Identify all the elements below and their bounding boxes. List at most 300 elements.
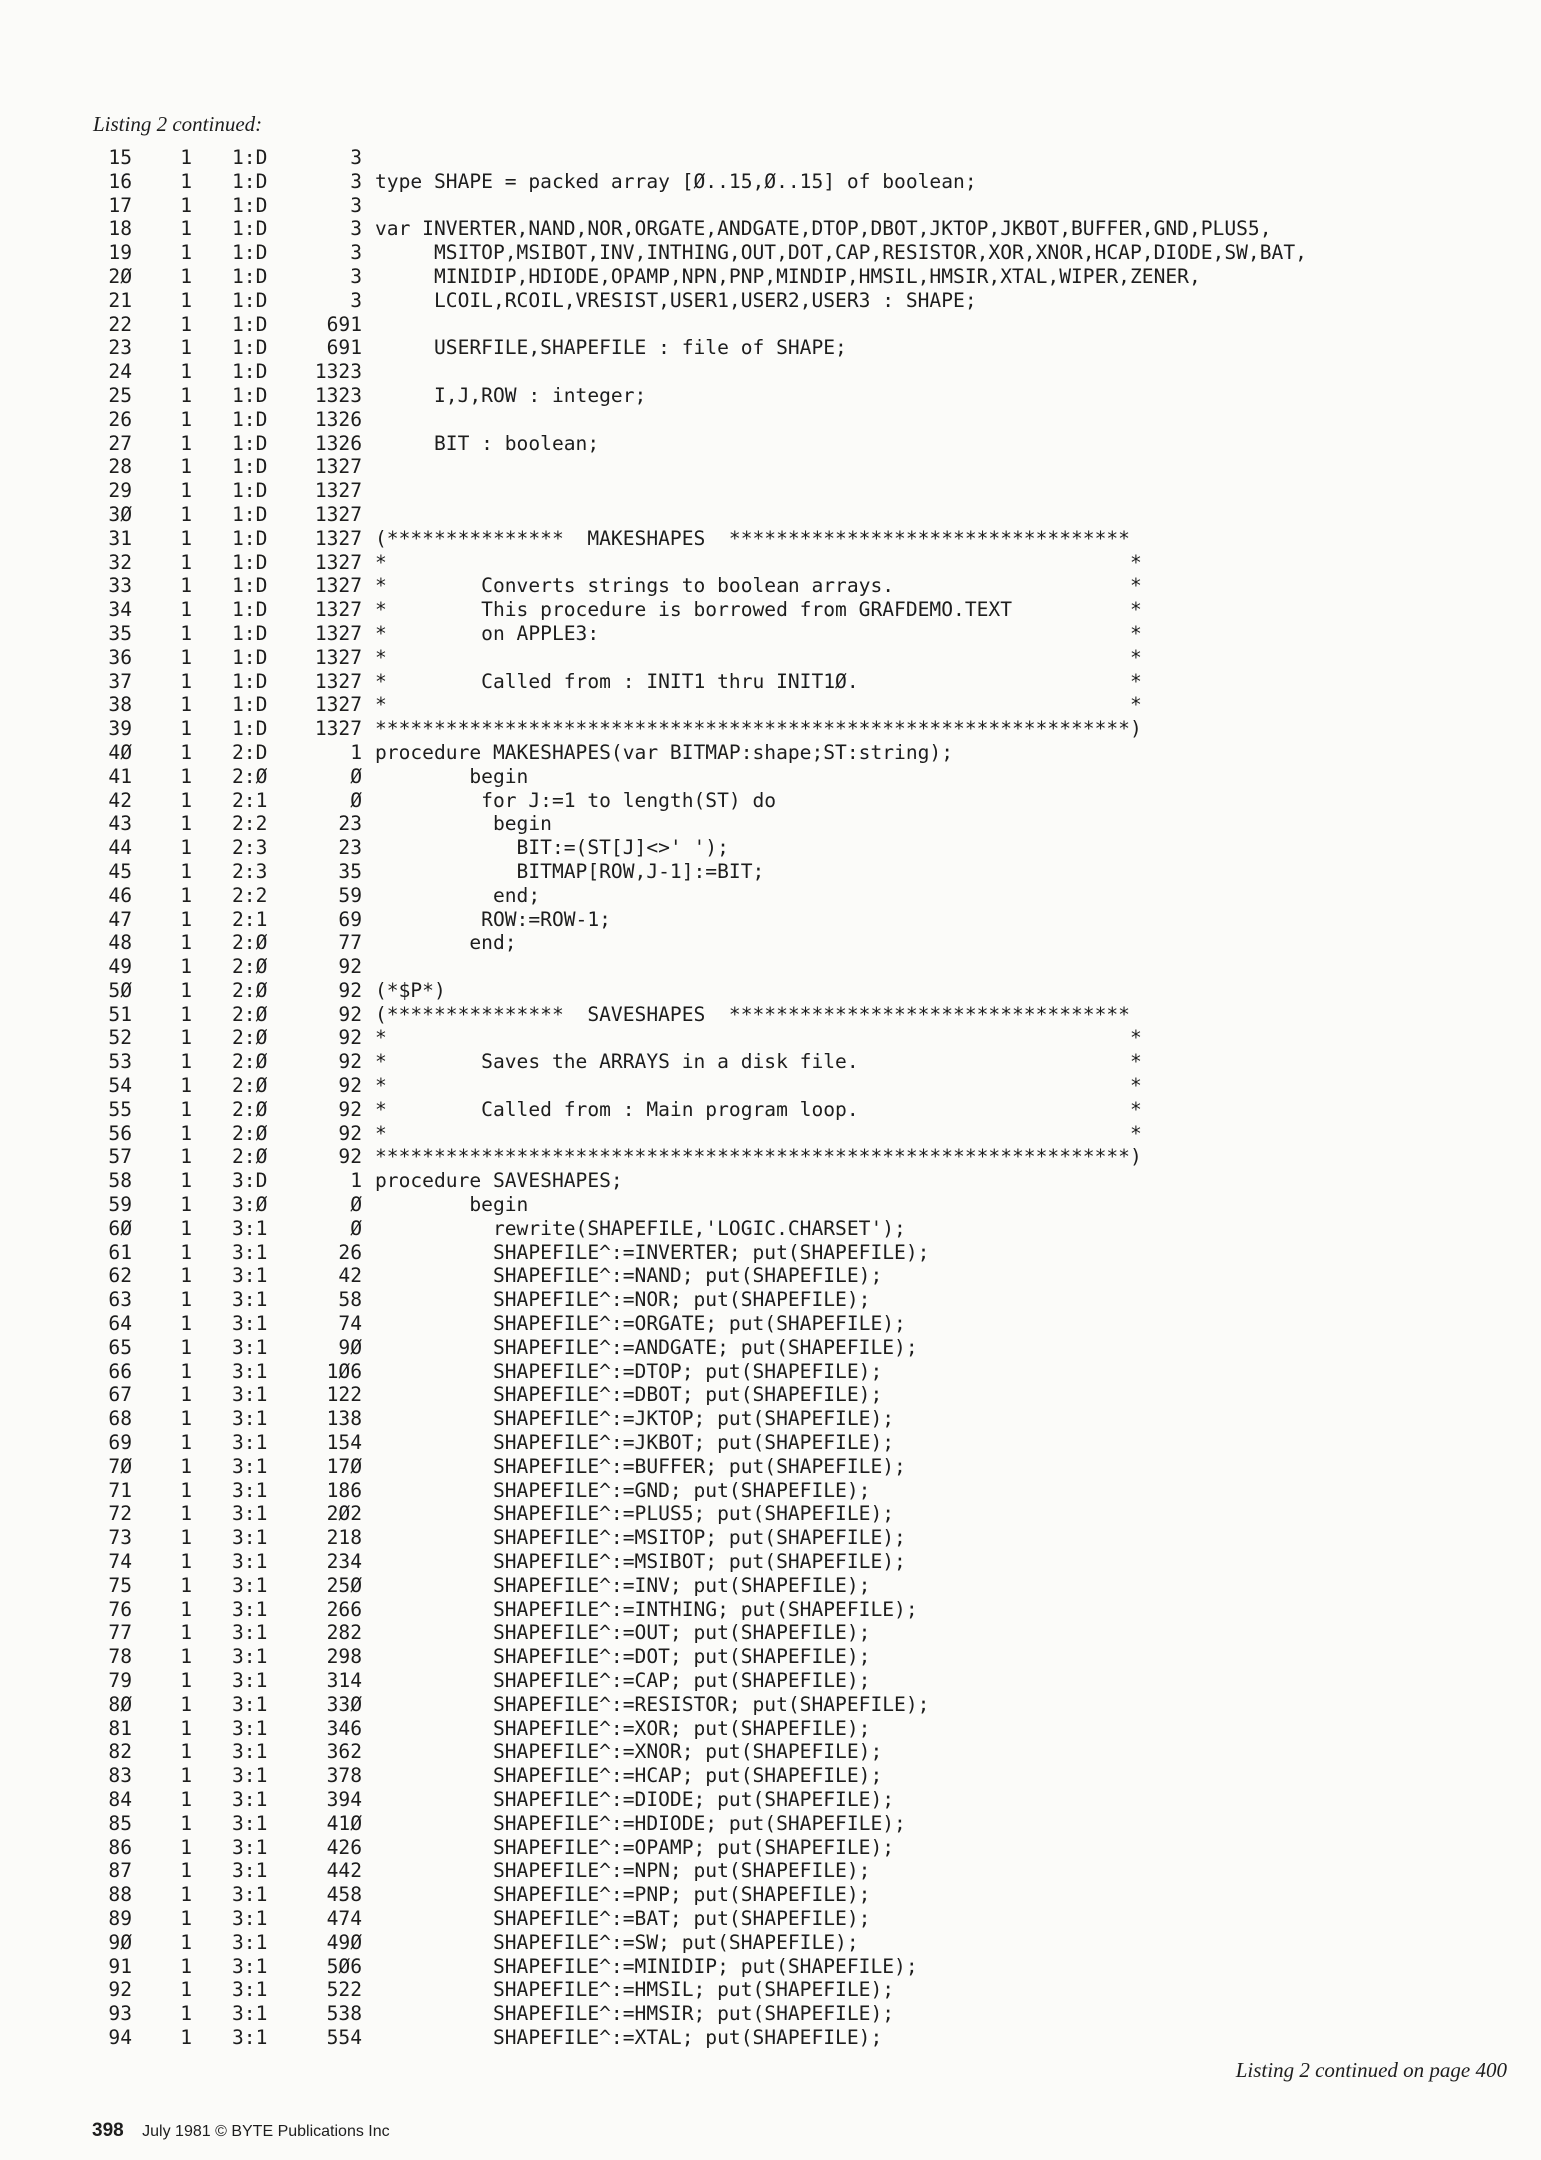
source-code: SHAPEFILE^:=BUFFER; put(SHAPEFILE);: [375, 1454, 906, 1478]
code-offset: 554: [326, 2025, 362, 2049]
listing-line: [92, 1621, 1512, 1645]
code-offset: 1327: [314, 526, 362, 550]
nesting-level: 1: [180, 1264, 192, 1288]
listing-line: [92, 1312, 1512, 1336]
code-offset: 1323: [314, 383, 362, 407]
nesting-level: 1: [180, 502, 192, 526]
nesting-level: 1: [180, 1764, 192, 1788]
code-offset: 3: [350, 241, 362, 265]
code-offset: Ø: [350, 1216, 362, 1240]
segment-proc: 1:D: [232, 217, 268, 241]
source-code: SHAPEFILE^:=SW; put(SHAPEFILE);: [375, 1930, 859, 1954]
line-number: 19: [108, 241, 132, 265]
nesting-level: 1: [180, 1478, 192, 1502]
code-offset: 1327: [314, 645, 362, 669]
listing-line: [92, 455, 1512, 479]
source-code: SHAPEFILE^:=DTOP; put(SHAPEFILE);: [375, 1359, 883, 1383]
line-number: 24: [108, 360, 132, 384]
listing-line: [92, 265, 1512, 289]
listing-line: [92, 194, 1512, 218]
listing-line: [92, 1931, 1512, 1955]
segment-proc: 3:1: [232, 1502, 268, 1526]
line-number: 78: [108, 1645, 132, 1669]
line-number: 88: [108, 1883, 132, 1907]
nesting-level: 1: [180, 859, 192, 883]
line-number: 39: [108, 717, 132, 741]
source-code: (*************** MAKESHAPES **********************************: [375, 526, 1130, 550]
segment-proc: 3:1: [232, 1669, 268, 1692]
listing-line: [92, 170, 1512, 194]
source-code: SHAPEFILE^:=JKBOT; put(SHAPEFILE);: [375, 1431, 895, 1455]
line-number: 34: [108, 598, 132, 622]
listing-line: [92, 1407, 1512, 1431]
nesting-level: 1: [180, 312, 192, 336]
code-offset: 59: [338, 883, 362, 907]
code-offset: 92: [338, 978, 362, 1002]
listing-line: [92, 1479, 1512, 1503]
line-number: 31: [108, 526, 132, 550]
nesting-level: 1: [180, 1454, 192, 1478]
source-code: ****************************************************************): [375, 1145, 1142, 1169]
source-code: SHAPEFILE^:=OPAMP; put(SHAPEFILE);: [375, 1835, 895, 1859]
segment-proc: 2:Ø: [232, 1121, 268, 1145]
line-number: 47: [108, 907, 132, 931]
listing-line: [92, 1502, 1512, 1526]
listing-line: [92, 836, 1512, 860]
code-offset: 5Ø6: [326, 1954, 362, 1978]
listing-line: [92, 1550, 1512, 1574]
code-offset: Ø: [350, 788, 362, 812]
line-number: 66: [108, 1359, 132, 1383]
listing-line: [92, 503, 1512, 527]
line-number: 75: [108, 1573, 132, 1597]
source-code: SHAPEFILE^:=INTHING; put(SHAPEFILE);: [375, 1597, 918, 1621]
code-offset: 186: [326, 1478, 362, 1502]
listing-line: [92, 289, 1512, 313]
segment-proc: 3:1: [232, 1335, 268, 1359]
nesting-level: 1: [180, 1407, 192, 1431]
code-offset: 3: [350, 288, 362, 312]
source-code: SHAPEFILE^:=MSIBOT; put(SHAPEFILE);: [375, 1550, 906, 1574]
nesting-level: 1: [180, 788, 192, 812]
listing-line: [92, 1264, 1512, 1288]
source-code: SHAPEFILE^:=INV; put(SHAPEFILE);: [375, 1573, 871, 1597]
code-offset: 691: [326, 336, 362, 360]
segment-proc: 3:1: [232, 1764, 268, 1788]
segment-proc: 1:D: [232, 288, 268, 312]
line-number: 86: [108, 1835, 132, 1859]
line-number: 15: [108, 146, 132, 169]
code-offset: 138: [326, 1407, 362, 1431]
nesting-level: 1: [180, 1930, 192, 1954]
nesting-level: 1: [180, 1692, 192, 1716]
line-number: 3Ø: [108, 502, 132, 526]
line-number: 8Ø: [108, 1692, 132, 1716]
segment-proc: 2:3: [232, 859, 268, 883]
line-number: 61: [108, 1240, 132, 1264]
line-number: 68: [108, 1407, 132, 1431]
listing-line: [92, 955, 1512, 979]
segment-proc: 3:1: [232, 1716, 268, 1740]
listing-line: [92, 765, 1512, 789]
segment-proc: 3:1: [232, 2002, 268, 2026]
listing-line: [92, 1169, 1512, 1193]
code-offset: 1327: [314, 455, 362, 479]
source-code: * Called from : INIT1 thru INIT1Ø. *: [375, 669, 1142, 693]
listing-line: [92, 1074, 1512, 1098]
code-offset: 346: [326, 1716, 362, 1740]
code-offset: 41Ø: [326, 1811, 362, 1835]
nesting-level: 1: [180, 955, 192, 979]
code-offset: 49Ø: [326, 1930, 362, 1954]
line-number: 55: [108, 1097, 132, 1121]
source-code: SHAPEFILE^:=BAT; put(SHAPEFILE);: [375, 1906, 871, 1930]
line-number: 84: [108, 1787, 132, 1811]
source-code: procedure MAKESHAPES(var BITMAP:shape;ST:string);: [375, 740, 954, 764]
source-code: SHAPEFILE^:=INVERTER; put(SHAPEFILE);: [375, 1240, 930, 1264]
segment-proc: 1:D: [232, 645, 268, 669]
code-listing: [92, 146, 1512, 2050]
code-offset: 474: [326, 1906, 362, 1930]
nesting-level: 1: [180, 383, 192, 407]
code-offset: 3: [350, 217, 362, 241]
source-code: SHAPEFILE^:=MSITOP; put(SHAPEFILE);: [375, 1526, 906, 1550]
segment-proc: 3:1: [232, 1978, 268, 2002]
source-code: SHAPEFILE^:=MINIDIP; put(SHAPEFILE);: [375, 1954, 918, 1978]
listing-line: [92, 1598, 1512, 1622]
segment-proc: 1:D: [232, 360, 268, 384]
code-offset: 442: [326, 1859, 362, 1883]
code-offset: 1327: [314, 717, 362, 741]
source-code: BIT:=(ST[J]<>' ');: [375, 836, 729, 860]
nesting-level: 1: [180, 1026, 192, 1050]
source-code: SHAPEFILE^:=DIODE; put(SHAPEFILE);: [375, 1787, 895, 1811]
source-code: SHAPEFILE^:=ANDGATE; put(SHAPEFILE);: [375, 1335, 918, 1359]
line-number: 7Ø: [108, 1454, 132, 1478]
line-number: 32: [108, 550, 132, 574]
listing-line: [92, 1455, 1512, 1479]
segment-proc: 1:D: [232, 479, 268, 503]
nesting-level: 1: [180, 621, 192, 645]
nesting-level: 1: [180, 1550, 192, 1574]
line-number: 83: [108, 1764, 132, 1788]
line-number: 72: [108, 1502, 132, 1526]
source-code: for J:=1 to length(ST) do: [375, 788, 777, 812]
source-code: SHAPEFILE^:=PNP; put(SHAPEFILE);: [375, 1883, 871, 1907]
code-offset: 92: [338, 1097, 362, 1121]
listing-line: [92, 2002, 1512, 2026]
line-number: 45: [108, 859, 132, 883]
listing-line: [92, 146, 1512, 170]
line-number: 79: [108, 1669, 132, 1692]
nesting-level: 1: [180, 1002, 192, 1026]
segment-proc: 1:D: [232, 169, 268, 193]
nesting-level: 1: [180, 1526, 192, 1550]
source-code: * *: [375, 645, 1142, 669]
nesting-level: 1: [180, 812, 192, 836]
nesting-level: 1: [180, 1383, 192, 1407]
listing-line: [92, 646, 1512, 670]
source-code: SHAPEFILE^:=NPN; put(SHAPEFILE);: [375, 1859, 871, 1883]
segment-proc: 1:D: [232, 502, 268, 526]
segment-proc: 1:D: [232, 193, 268, 217]
listing-line: [92, 1145, 1512, 1169]
nesting-level: 1: [180, 1502, 192, 1526]
listing-line: [92, 884, 1512, 908]
nesting-level: 1: [180, 2002, 192, 2026]
segment-proc: 3:D: [232, 1169, 268, 1193]
code-offset: 92: [338, 1145, 362, 1169]
nesting-level: 1: [180, 669, 192, 693]
line-number: 51: [108, 1002, 132, 1026]
code-offset: 1327: [314, 693, 362, 717]
segment-proc: 1:D: [232, 693, 268, 717]
nesting-level: 1: [180, 1645, 192, 1669]
listing-heading: Listing 2 continued:: [93, 112, 263, 136]
nesting-level: 1: [180, 288, 192, 312]
code-offset: 1327: [314, 598, 362, 622]
nesting-level: 1: [180, 407, 192, 431]
code-offset: 25Ø: [326, 1573, 362, 1597]
code-offset: 394: [326, 1787, 362, 1811]
line-number: 82: [108, 1740, 132, 1764]
nesting-level: 1: [180, 1621, 192, 1645]
segment-proc: 2:Ø: [232, 1026, 268, 1050]
listing-line: [92, 1883, 1512, 1907]
source-code: (*$P*): [375, 978, 446, 1002]
code-offset: 1326: [314, 431, 362, 455]
nesting-level: 1: [180, 1145, 192, 1169]
source-code: SHAPEFILE^:=HCAP; put(SHAPEFILE);: [375, 1764, 883, 1788]
nesting-level: 1: [180, 978, 192, 1002]
source-code: * *: [375, 1026, 1142, 1050]
segment-proc: 3:1: [232, 1407, 268, 1431]
listing-line: [92, 812, 1512, 836]
line-number: 59: [108, 1193, 132, 1217]
line-number: 87: [108, 1859, 132, 1883]
code-offset: 298: [326, 1645, 362, 1669]
listing-line: [92, 574, 1512, 598]
listing-line: [92, 551, 1512, 575]
nesting-level: 1: [180, 1097, 192, 1121]
code-offset: 26: [338, 1240, 362, 1264]
segment-proc: 2:Ø: [232, 1002, 268, 1026]
line-number: 33: [108, 574, 132, 598]
source-code: SHAPEFILE^:=DBOT; put(SHAPEFILE);: [375, 1383, 883, 1407]
listing-line: [92, 1764, 1512, 1788]
code-offset: 378: [326, 1764, 362, 1788]
line-number: 52: [108, 1026, 132, 1050]
code-offset: Ø: [350, 1193, 362, 1217]
source-code: end;: [375, 883, 541, 907]
nesting-level: 1: [180, 146, 192, 169]
line-number: 25: [108, 383, 132, 407]
page-footer: [92, 2120, 390, 2142]
source-code: SHAPEFILE^:=XNOR; put(SHAPEFILE);: [375, 1740, 883, 1764]
nesting-level: 1: [180, 836, 192, 860]
segment-proc: 3:1: [232, 1835, 268, 1859]
listing-line: [92, 1098, 1512, 1122]
source-code: rewrite(SHAPEFILE,'LOGIC.CHARSET');: [375, 1216, 906, 1240]
nesting-level: 1: [180, 264, 192, 288]
segment-proc: 1:D: [232, 598, 268, 622]
nesting-level: 1: [180, 1787, 192, 1811]
nesting-level: 1: [180, 479, 192, 503]
listing-line: [92, 1431, 1512, 1455]
listing-line: [92, 432, 1512, 456]
code-offset: 92: [338, 1050, 362, 1074]
nesting-level: 1: [180, 1716, 192, 1740]
line-number: 35: [108, 621, 132, 645]
code-offset: 23: [338, 812, 362, 836]
nesting-level: 1: [180, 1740, 192, 1764]
listing-line: [92, 693, 1512, 717]
listing-line: [92, 336, 1512, 360]
code-offset: 77: [338, 931, 362, 955]
line-number: 16: [108, 169, 132, 193]
segment-proc: 2:Ø: [232, 955, 268, 979]
segment-proc: 1:D: [232, 336, 268, 360]
listing-line: [92, 1717, 1512, 1741]
segment-proc: 1:D: [232, 264, 268, 288]
segment-proc: 3:Ø: [232, 1193, 268, 1217]
listing-line: [92, 622, 1512, 646]
segment-proc: 1:D: [232, 146, 268, 169]
segment-proc: 3:1: [232, 1859, 268, 1883]
nesting-level: 1: [180, 169, 192, 193]
nesting-level: 1: [180, 883, 192, 907]
code-offset: 1327: [314, 479, 362, 503]
source-code: SHAPEFILE^:=XTAL; put(SHAPEFILE);: [375, 2025, 883, 2049]
code-offset: 1327: [314, 669, 362, 693]
line-number: 44: [108, 836, 132, 860]
listing-line: [92, 598, 1512, 622]
line-number: 93: [108, 2002, 132, 2026]
listing-line: [92, 408, 1512, 432]
segment-proc: 1:D: [232, 241, 268, 265]
source-code: * Saves the ARRAYS in a disk file. *: [375, 1050, 1142, 1074]
source-code: * on APPLE3: *: [375, 621, 1142, 645]
line-number: 63: [108, 1288, 132, 1312]
line-number: 56: [108, 1121, 132, 1145]
code-offset: 362: [326, 1740, 362, 1764]
nesting-level: 1: [180, 693, 192, 717]
segment-proc: 2:Ø: [232, 1074, 268, 1098]
line-number: 92: [108, 1978, 132, 2002]
segment-proc: 1:D: [232, 550, 268, 574]
listing-line: [92, 1788, 1512, 1812]
line-number: 65: [108, 1335, 132, 1359]
line-number: 27: [108, 431, 132, 455]
segment-proc: 3:1: [232, 1883, 268, 1907]
segment-proc: 2:D: [232, 740, 268, 764]
page-number: 398: [92, 2120, 124, 2141]
source-code: SHAPEFILE^:=HMSIR; put(SHAPEFILE);: [375, 2002, 895, 2026]
listing-line: [92, 1955, 1512, 1979]
line-number: 28: [108, 455, 132, 479]
line-number: 53: [108, 1050, 132, 1074]
nesting-level: 1: [180, 455, 192, 479]
code-offset: 1327: [314, 621, 362, 645]
line-number: 89: [108, 1906, 132, 1930]
segment-proc: 3:1: [232, 1550, 268, 1574]
code-offset: 58: [338, 1288, 362, 1312]
listing-line: [92, 789, 1512, 813]
listing-line: [92, 384, 1512, 408]
source-code: SHAPEFILE^:=JKTOP; put(SHAPEFILE);: [375, 1407, 895, 1431]
code-offset: 266: [326, 1597, 362, 1621]
segment-proc: 1:D: [232, 455, 268, 479]
listing-line: [92, 1336, 1512, 1360]
segment-proc: 3:1: [232, 1621, 268, 1645]
code-offset: 9Ø: [338, 1335, 362, 1359]
nesting-level: 1: [180, 1050, 192, 1074]
listing-line: [92, 527, 1512, 551]
nesting-level: 1: [180, 336, 192, 360]
nesting-level: 1: [180, 931, 192, 955]
code-offset: 1326: [314, 407, 362, 431]
line-number: 49: [108, 955, 132, 979]
code-offset: 538: [326, 2002, 362, 2026]
source-code: I,J,ROW : integer;: [375, 383, 647, 407]
segment-proc: 2:Ø: [232, 764, 268, 788]
line-number: 4Ø: [108, 740, 132, 764]
segment-proc: 3:1: [232, 1359, 268, 1383]
segment-proc: 2:Ø: [232, 1050, 268, 1074]
segment-proc: 1:D: [232, 383, 268, 407]
nesting-level: 1: [180, 1859, 192, 1883]
listing-line: [92, 1241, 1512, 1265]
code-offset: 2Ø2: [326, 1502, 362, 1526]
code-offset: 3: [350, 169, 362, 193]
line-number: 23: [108, 336, 132, 360]
code-offset: 92: [338, 1074, 362, 1098]
listing-line: [92, 670, 1512, 694]
source-code: SHAPEFILE^:=DOT; put(SHAPEFILE);: [375, 1645, 871, 1669]
line-number: 17: [108, 193, 132, 217]
line-number: 73: [108, 1526, 132, 1550]
segment-proc: 3:1: [232, 1431, 268, 1455]
listing-line: [92, 979, 1512, 1003]
segment-proc: 2:Ø: [232, 978, 268, 1002]
nesting-level: 1: [180, 1169, 192, 1193]
nesting-level: 1: [180, 1359, 192, 1383]
listing-line: [92, 1288, 1512, 1312]
code-offset: 282: [326, 1621, 362, 1645]
segment-proc: 3:1: [232, 1645, 268, 1669]
source-code: * *: [375, 1074, 1142, 1098]
listing-line: [92, 1645, 1512, 1669]
line-number: 77: [108, 1621, 132, 1645]
source-code: SHAPEFILE^:=ORGATE; put(SHAPEFILE);: [375, 1312, 906, 1336]
nesting-level: 1: [180, 645, 192, 669]
line-number: 22: [108, 312, 132, 336]
source-code: * *: [375, 693, 1142, 717]
code-offset: 92: [338, 1002, 362, 1026]
source-code: USERFILE,SHAPEFILE : file of SHAPE;: [375, 336, 847, 360]
line-number: 41: [108, 764, 132, 788]
source-code: (*************** SAVESHAPES **********************************: [375, 1002, 1130, 1026]
nesting-level: 1: [180, 241, 192, 265]
segment-proc: 3:1: [232, 1597, 268, 1621]
source-code: begin: [375, 1193, 529, 1217]
line-number: 81: [108, 1716, 132, 1740]
listing-line: [92, 1836, 1512, 1860]
segment-proc: 3:1: [232, 1692, 268, 1716]
segment-proc: 3:1: [232, 1906, 268, 1930]
code-offset: 3: [350, 264, 362, 288]
listing-line: [92, 1003, 1512, 1027]
